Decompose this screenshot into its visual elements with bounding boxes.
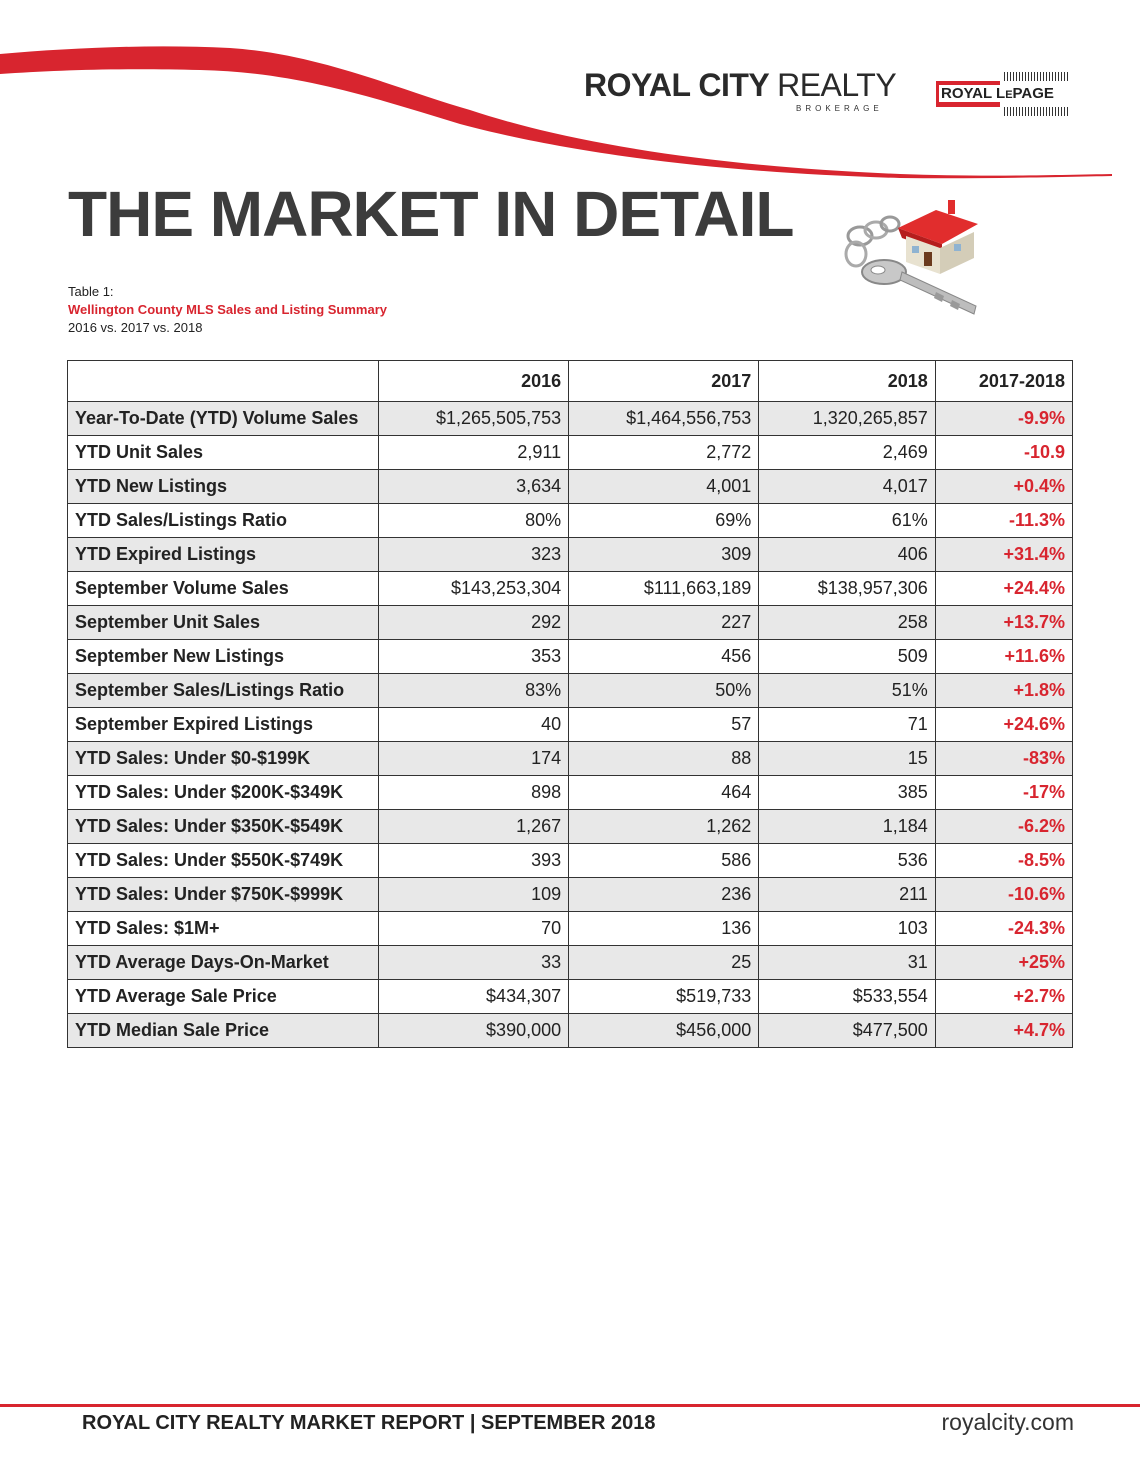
cell-2016: 83% xyxy=(379,674,569,708)
cell-2017: 456 xyxy=(569,640,759,674)
table-row xyxy=(68,504,1073,538)
partner-logo-bars-bottom xyxy=(1004,107,1070,116)
cell-2016: 323 xyxy=(379,538,569,572)
cell-change: +13.7% xyxy=(935,606,1072,640)
table-row xyxy=(68,912,1073,946)
header-cell-change: 2017-2018 xyxy=(935,361,1072,402)
cell-2018: 51% xyxy=(759,674,936,708)
table-caption-label: Table 1: xyxy=(68,284,114,299)
cell-2018: 509 xyxy=(759,640,936,674)
header-cell-2017: 2017 xyxy=(569,361,759,402)
cell-change: -17% xyxy=(935,776,1072,810)
partner-text-end: PAGE xyxy=(1012,85,1054,102)
row-label: YTD Expired Listings xyxy=(68,538,379,572)
cell-2017: 464 xyxy=(569,776,759,810)
cell-2017: 227 xyxy=(569,606,759,640)
cell-2018: 31 xyxy=(759,946,936,980)
row-label: September Expired Listings xyxy=(68,708,379,742)
cell-2016: 353 xyxy=(379,640,569,674)
cell-2018: $477,500 xyxy=(759,1014,936,1048)
row-label: YTD Sales/Listings Ratio xyxy=(68,504,379,538)
table-row xyxy=(68,674,1073,708)
cell-change: -24.3% xyxy=(935,912,1072,946)
brand-logo xyxy=(584,67,914,113)
row-label: September New Listings xyxy=(68,640,379,674)
cell-2016: 80% xyxy=(379,504,569,538)
cell-2016: 40 xyxy=(379,708,569,742)
cell-2018: 385 xyxy=(759,776,936,810)
cell-2018: 71 xyxy=(759,708,936,742)
row-label: Year-To-Date (YTD) Volume Sales xyxy=(68,402,379,436)
cell-change: -83% xyxy=(935,742,1072,776)
cell-2017: 236 xyxy=(569,878,759,912)
table-row xyxy=(68,402,1073,436)
row-label: YTD Sales: Under $550K-$749K xyxy=(68,844,379,878)
house-key-illustration xyxy=(836,188,986,323)
header-cell-label xyxy=(68,361,379,402)
cell-2016: 109 xyxy=(379,878,569,912)
cell-2017: 2,772 xyxy=(569,436,759,470)
row-label: September Sales/Listings Ratio xyxy=(68,674,379,708)
cell-2017: 69% xyxy=(569,504,759,538)
partner-logo xyxy=(936,72,1070,116)
cell-2016: $434,307 xyxy=(379,980,569,1014)
cell-2017: 57 xyxy=(569,708,759,742)
footer-divider xyxy=(0,1404,1140,1407)
partner-text-main: ROYAL L xyxy=(941,85,1006,102)
table-row xyxy=(68,572,1073,606)
table-row xyxy=(68,742,1073,776)
cell-2017: $1,464,556,753 xyxy=(569,402,759,436)
table-row xyxy=(68,810,1073,844)
brand-name-bold: ROYAL CITY xyxy=(584,67,769,103)
row-label: YTD Sales: $1M+ xyxy=(68,912,379,946)
cell-2017: 50% xyxy=(569,674,759,708)
cell-2018: 103 xyxy=(759,912,936,946)
table-caption-title: Wellington County MLS Sales and Listing Summary xyxy=(68,302,388,317)
footer-report-title: ROYAL CITY REALTY MARKET REPORT | SEPTEMBER 2018 xyxy=(82,1412,656,1434)
cell-2018: 406 xyxy=(759,538,936,572)
cell-2016: $143,253,304 xyxy=(379,572,569,606)
cell-2016: 898 xyxy=(379,776,569,810)
cell-change: -8.5% xyxy=(935,844,1072,878)
cell-2018: 4,017 xyxy=(759,470,936,504)
cell-2018: 1,320,265,857 xyxy=(759,402,936,436)
cell-2016: $390,000 xyxy=(379,1014,569,1048)
table-row xyxy=(68,436,1073,470)
row-label: September Unit Sales xyxy=(68,606,379,640)
cell-change: +2.7% xyxy=(935,980,1072,1014)
brand-name xyxy=(584,68,914,102)
cell-change: +31.4% xyxy=(935,538,1072,572)
page-title: THE MARKET IN DETAIL xyxy=(68,178,794,250)
table-caption-subtitle: 2016 vs. 2017 vs. 2018 xyxy=(68,320,203,335)
table-header-row xyxy=(68,361,1073,402)
brand-name-light: REALTY xyxy=(777,67,897,103)
cell-change: +4.7% xyxy=(935,1014,1072,1048)
partner-logo-bars xyxy=(1004,72,1070,81)
cell-change: -6.2% xyxy=(935,810,1072,844)
header-cell-2018: 2018 xyxy=(759,361,936,402)
table-row xyxy=(68,606,1073,640)
market-summary-table xyxy=(67,360,1073,1048)
row-label: YTD Sales: Under $200K-$349K xyxy=(68,776,379,810)
table-row xyxy=(68,538,1073,572)
table-row xyxy=(68,470,1073,504)
table-body xyxy=(68,402,1073,1048)
cell-2016: 2,911 xyxy=(379,436,569,470)
cell-change: +11.6% xyxy=(935,640,1072,674)
footer-website: royalcity.com xyxy=(941,1409,1074,1435)
table-row xyxy=(68,946,1073,980)
cell-change: +0.4% xyxy=(935,470,1072,504)
cell-2017: 25 xyxy=(569,946,759,980)
table-row xyxy=(68,878,1073,912)
row-label: YTD New Listings xyxy=(68,470,379,504)
cell-2018: $533,554 xyxy=(759,980,936,1014)
table-row xyxy=(68,980,1073,1014)
cell-change: +1.8% xyxy=(935,674,1072,708)
cell-2018: 258 xyxy=(759,606,936,640)
brand-subtitle: BROKERAGE xyxy=(796,104,883,113)
header-cell-2016: 2016 xyxy=(379,361,569,402)
table-row xyxy=(68,844,1073,878)
cell-2017: 309 xyxy=(569,538,759,572)
cell-2017: $111,663,189 xyxy=(569,572,759,606)
cell-change: +24.6% xyxy=(935,708,1072,742)
partner-logo-text xyxy=(939,85,1056,102)
table-row xyxy=(68,640,1073,674)
cell-change: -10.6% xyxy=(935,878,1072,912)
table-row xyxy=(68,1014,1073,1048)
cell-change: +25% xyxy=(935,946,1072,980)
cell-2017: 586 xyxy=(569,844,759,878)
cell-2018: $138,957,306 xyxy=(759,572,936,606)
table-caption xyxy=(68,283,387,337)
row-label: September Volume Sales xyxy=(68,572,379,606)
table-header xyxy=(68,361,1073,402)
cell-2016: 1,267 xyxy=(379,810,569,844)
cell-2018: 211 xyxy=(759,878,936,912)
cell-2016: 174 xyxy=(379,742,569,776)
cell-2017: $519,733 xyxy=(569,980,759,1014)
cell-2018: 2,469 xyxy=(759,436,936,470)
row-label: YTD Average Sale Price xyxy=(68,980,379,1014)
cell-change: +24.4% xyxy=(935,572,1072,606)
cell-2017: 1,262 xyxy=(569,810,759,844)
cell-2018: 1,184 xyxy=(759,810,936,844)
cell-2017: 88 xyxy=(569,742,759,776)
cell-2018: 15 xyxy=(759,742,936,776)
cell-2017: 4,001 xyxy=(569,470,759,504)
cell-2016: 70 xyxy=(379,912,569,946)
table-row xyxy=(68,708,1073,742)
cell-2016: 292 xyxy=(379,606,569,640)
cell-2018: 61% xyxy=(759,504,936,538)
row-label: YTD Average Days-On-Market xyxy=(68,946,379,980)
cell-2016: $1,265,505,753 xyxy=(379,402,569,436)
cell-2016: 393 xyxy=(379,844,569,878)
row-label: YTD Sales: Under $750K-$999K xyxy=(68,878,379,912)
cell-change: -10.9 xyxy=(935,436,1072,470)
row-label: YTD Sales: Under $350K-$549K xyxy=(68,810,379,844)
cell-change: -9.9% xyxy=(935,402,1072,436)
cell-change: -11.3% xyxy=(935,504,1072,538)
cell-2016: 3,634 xyxy=(379,470,569,504)
partner-text-small: E xyxy=(1005,89,1013,101)
cell-2018: 536 xyxy=(759,844,936,878)
row-label: YTD Median Sale Price xyxy=(68,1014,379,1048)
table-row xyxy=(68,776,1073,810)
cell-2017: $456,000 xyxy=(569,1014,759,1048)
row-label: YTD Unit Sales xyxy=(68,436,379,470)
row-label: YTD Sales: Under $0-$199K xyxy=(68,742,379,776)
cell-2017: 136 xyxy=(569,912,759,946)
cell-2016: 33 xyxy=(379,946,569,980)
